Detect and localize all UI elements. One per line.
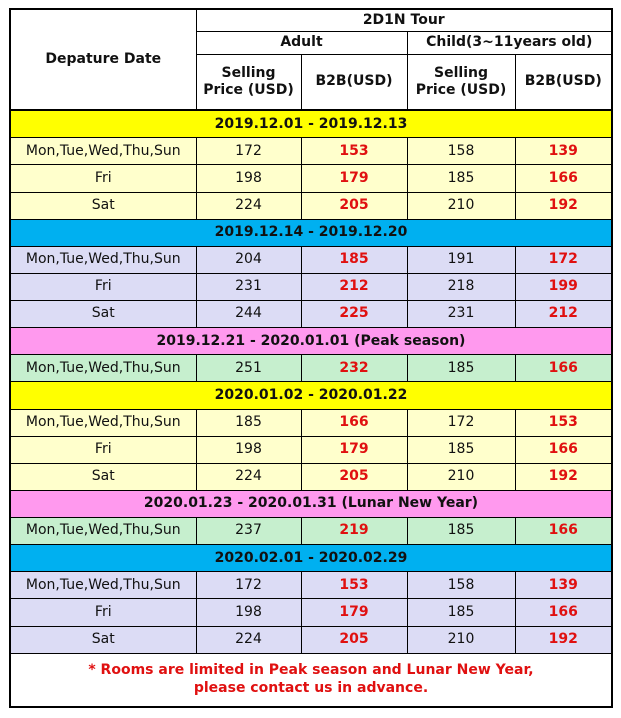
child-b2b-price: 192 (515, 192, 612, 219)
child-b2b-price: 166 (515, 518, 612, 545)
adult-selling-price: 172 (196, 138, 301, 165)
adult-selling-price: 198 (196, 436, 301, 463)
price-row (10, 273, 612, 300)
child-b2b-price: 153 (515, 409, 612, 436)
adult-selling-price: 224 (196, 463, 301, 490)
adult-selling-price: 185 (196, 409, 301, 436)
period-row (10, 110, 612, 138)
adult-selling-price: 204 (196, 246, 301, 273)
adult-selling-price: 172 (196, 572, 301, 599)
child-selling-price: 172 (407, 409, 515, 436)
adult-b2b-price: 205 (301, 192, 407, 219)
child-selling-price: 185 (407, 518, 515, 545)
adult-b2b-price: 205 (301, 626, 407, 653)
child-b2b-price: 192 (515, 463, 612, 490)
child-b2b-price: 166 (515, 355, 612, 382)
child-b2b-price: 192 (515, 626, 612, 653)
footnote-line2: please contact us in advance. (193, 679, 429, 696)
adult-selling-price: 198 (196, 599, 301, 626)
adult-header: Adult (196, 31, 407, 54)
period-row (10, 328, 612, 355)
child-b2b-price: 139 (515, 138, 612, 165)
adult-b2b-price: 179 (301, 599, 407, 626)
adult-b2b-price: 179 (301, 165, 407, 192)
adult-b2b-price: 219 (301, 518, 407, 545)
days-cell: Mon,Tue,Wed,Thu,Sun (10, 246, 196, 273)
child-b2b-price: 172 (515, 246, 612, 273)
child-b2b-price: 199 (515, 273, 612, 300)
adult-selling-price: 251 (196, 355, 301, 382)
adult-selling-price: 224 (196, 192, 301, 219)
period-title: 2020.01.23 - 2020.01.31 (Lunar New Year) (10, 490, 612, 517)
period-title: 2020.02.01 - 2020.02.29 (10, 545, 612, 572)
child-b2b-price: 166 (515, 599, 612, 626)
adult-b2b-price: 166 (301, 409, 407, 436)
price-row (10, 599, 612, 626)
days-cell: Fri (10, 436, 196, 463)
child-selling-price: 185 (407, 165, 515, 192)
departure-date-header: Depature Date (10, 9, 196, 110)
adult-selling-price: 231 (196, 273, 301, 300)
price-row (10, 572, 612, 599)
child-selling-price-header (407, 54, 515, 110)
child-selling-price: 231 (407, 301, 515, 328)
days-cell: Fri (10, 165, 196, 192)
child-selling-price: 210 (407, 192, 515, 219)
child-b2b-header: B2B(USD) (515, 54, 612, 110)
price-row (10, 355, 612, 382)
price-row (10, 165, 612, 192)
period-title: 2019.12.14 - 2019.12.20 (10, 219, 612, 246)
period-title: 2019.12.21 - 2020.01.01 (Peak season) (10, 328, 612, 355)
period-title: 2020.01.02 - 2020.01.22 (10, 382, 612, 409)
adult-b2b-price: 179 (301, 436, 407, 463)
child-selling-price: 185 (407, 599, 515, 626)
days-cell: Sat (10, 301, 196, 328)
adult-selling-price-header (196, 54, 301, 110)
adult-b2b-header: B2B(USD) (301, 54, 407, 110)
adult-b2b-price: 153 (301, 572, 407, 599)
tour-header: 2D1N Tour (196, 9, 612, 31)
selling-label-line2: Price (USD) (203, 82, 294, 99)
days-cell: Fri (10, 273, 196, 300)
child-b2b-price: 166 (515, 436, 612, 463)
selling-label-line1: Selling (434, 64, 488, 81)
price-row (10, 463, 612, 490)
adult-b2b-price: 212 (301, 273, 407, 300)
adult-b2b-price: 185 (301, 246, 407, 273)
period-row (10, 219, 612, 246)
selling-label-line2: Price (USD) (415, 82, 507, 99)
child-selling-price: 158 (407, 572, 515, 599)
footnote (10, 653, 612, 707)
days-cell: Sat (10, 192, 196, 219)
days-cell: Sat (10, 463, 196, 490)
adult-b2b-price: 205 (301, 463, 407, 490)
adult-selling-price: 244 (196, 301, 301, 328)
period-row (10, 545, 612, 572)
price-row (10, 301, 612, 328)
tour-price-table (9, 8, 613, 708)
period-row (10, 490, 612, 517)
period-title: 2019.12.01 - 2019.12.13 (10, 110, 612, 138)
child-b2b-price: 166 (515, 165, 612, 192)
price-row (10, 138, 612, 165)
adult-selling-price: 224 (196, 626, 301, 653)
days-cell: Mon,Tue,Wed,Thu,Sun (10, 355, 196, 382)
days-cell: Mon,Tue,Wed,Thu,Sun (10, 572, 196, 599)
child-selling-price: 185 (407, 436, 515, 463)
selling-label-line1: Selling (221, 64, 276, 81)
child-header: Child(3~11years old) (407, 31, 612, 54)
days-cell: Sat (10, 626, 196, 653)
child-selling-price: 218 (407, 273, 515, 300)
price-row (10, 246, 612, 273)
adult-selling-price: 237 (196, 518, 301, 545)
child-selling-price: 158 (407, 138, 515, 165)
note-row (10, 653, 612, 707)
footnote-line1: * Rooms are limited in Peak season and Lunar New Year, (88, 662, 534, 679)
days-cell: Mon,Tue,Wed,Thu,Sun (10, 409, 196, 436)
price-row (10, 626, 612, 653)
adult-b2b-price: 225 (301, 301, 407, 328)
child-b2b-price: 212 (515, 301, 612, 328)
price-row (10, 192, 612, 219)
child-selling-price: 191 (407, 246, 515, 273)
price-row (10, 409, 612, 436)
adult-b2b-price: 153 (301, 138, 407, 165)
adult-selling-price: 198 (196, 165, 301, 192)
price-row (10, 518, 612, 545)
child-b2b-price: 139 (515, 572, 612, 599)
days-cell: Mon,Tue,Wed,Thu,Sun (10, 138, 196, 165)
period-row (10, 382, 612, 409)
adult-b2b-price: 232 (301, 355, 407, 382)
child-selling-price: 185 (407, 355, 515, 382)
days-cell: Fri (10, 599, 196, 626)
days-cell: Mon,Tue,Wed,Thu,Sun (10, 518, 196, 545)
child-selling-price: 210 (407, 463, 515, 490)
price-row (10, 436, 612, 463)
child-selling-price: 210 (407, 626, 515, 653)
